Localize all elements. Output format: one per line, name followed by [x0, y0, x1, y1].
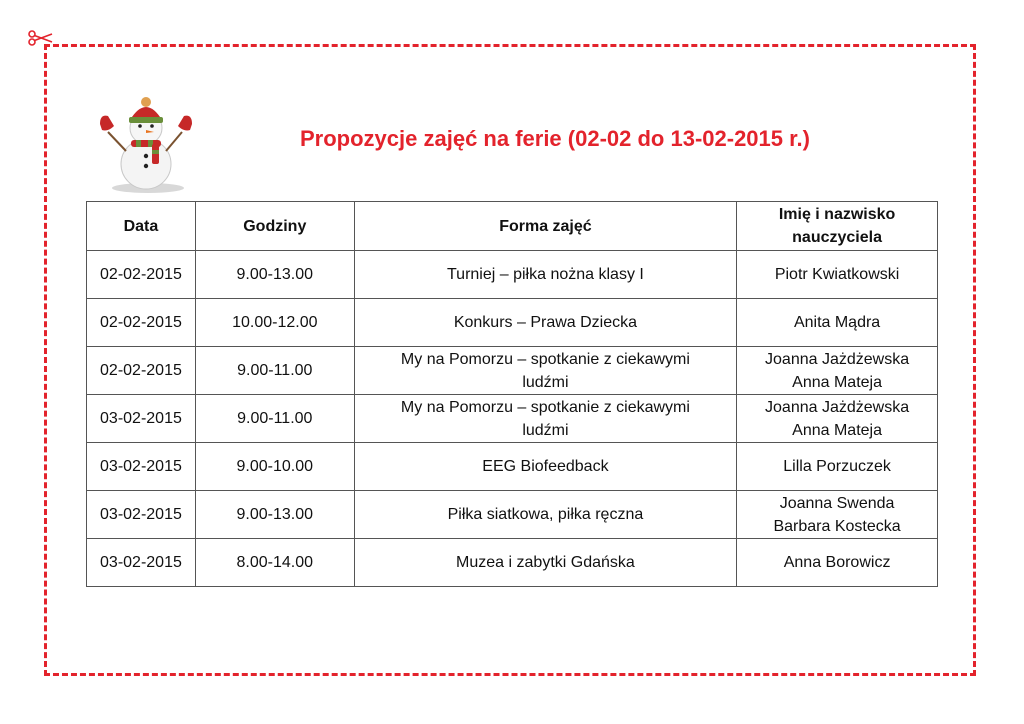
cell-date: 03-02-2015 [87, 539, 196, 587]
cell-form-line: Muzea i zabytki Gdańska [456, 554, 635, 571]
table-row [87, 395, 938, 443]
cell-form-line: ludźmi [522, 421, 569, 439]
cell-form-line: My na Pomorzu – spotkanie z ciekawymi [400, 350, 690, 368]
snowman-icon [96, 96, 196, 196]
cell-date: 03-02-2015 [87, 491, 196, 539]
cell-teacher [737, 347, 938, 395]
cell-teacher [737, 251, 938, 299]
cell-hours: 9.00-13.00 [195, 251, 354, 299]
cell-teacher [737, 443, 938, 491]
table-header-row [87, 202, 938, 251]
cell-teacher-line: Anna Mateja [792, 421, 882, 439]
cell-date: 03-02-2015 [87, 443, 196, 491]
table-row [87, 491, 938, 539]
cell-teacher-line: Joanna Swenda [779, 494, 895, 512]
cell-form-line: ludźmi [522, 373, 569, 391]
cell-date: 03-02-2015 [87, 395, 196, 443]
cell-form [354, 299, 736, 347]
cell-form-line: Turniej – piłka nożna klasy I [447, 266, 644, 283]
cell-teacher-line: Piotr Kwiatkowski [774, 266, 900, 283]
header-hours: Godziny [195, 202, 354, 251]
cell-teacher-line: Anita Mądra [793, 314, 881, 331]
cell-teacher-line: Joanna Jażdżewska [765, 350, 910, 368]
header-teacher [737, 202, 938, 251]
page-title: Propozycje zajęć na ferie (02-02 do 13-02-2015 r.) [300, 126, 810, 151]
header-teacher-line2: nauczyciela [792, 229, 882, 246]
cell-form [354, 251, 736, 299]
cell-teacher-line: Lilla Porzuczek [783, 458, 891, 475]
cell-teacher [737, 395, 938, 443]
cell-hours: 9.00-11.00 [195, 395, 354, 443]
cell-form-line: EEG Biofeedback [482, 458, 609, 475]
table-row [87, 299, 938, 347]
cell-form-line: My na Pomorzu – spotkanie z ciekawymi [400, 398, 690, 416]
cell-form [354, 539, 736, 587]
cell-date: 02-02-2015 [87, 251, 196, 299]
cell-hours: 10.00-12.00 [195, 299, 354, 347]
cell-form [354, 347, 736, 395]
cell-form [354, 443, 736, 491]
table-row [87, 443, 938, 491]
cell-form [354, 395, 736, 443]
cell-teacher-line: Anna Borowicz [783, 554, 891, 571]
cell-hours: 8.00-14.00 [195, 539, 354, 587]
header-teacher-line1: Imię i nazwisko [778, 206, 896, 223]
cell-hours: 9.00-11.00 [195, 347, 354, 395]
cell-teacher [737, 491, 938, 539]
cell-teacher [737, 299, 938, 347]
header-date: Data [87, 202, 196, 251]
table-row [87, 539, 938, 587]
cell-teacher [737, 539, 938, 587]
cell-hours: 9.00-10.00 [195, 443, 354, 491]
schedule-table [86, 201, 938, 587]
cell-form-line: Piłka siatkowa, piłka ręczna [447, 506, 644, 523]
table-row [87, 347, 938, 395]
table-row [87, 251, 938, 299]
cell-date: 02-02-2015 [87, 347, 196, 395]
cell-form-line: Konkurs – Prawa Dziecka [453, 314, 638, 331]
cell-teacher-line: Joanna Jażdżewska [765, 398, 910, 416]
cell-teacher-line: Anna Mateja [792, 373, 882, 391]
header-form: Forma zajęć [354, 202, 736, 251]
cell-hours: 9.00-13.00 [195, 491, 354, 539]
cell-form [354, 491, 736, 539]
cell-date: 02-02-2015 [87, 299, 196, 347]
cell-teacher-line: Barbara Kostecka [773, 517, 901, 535]
